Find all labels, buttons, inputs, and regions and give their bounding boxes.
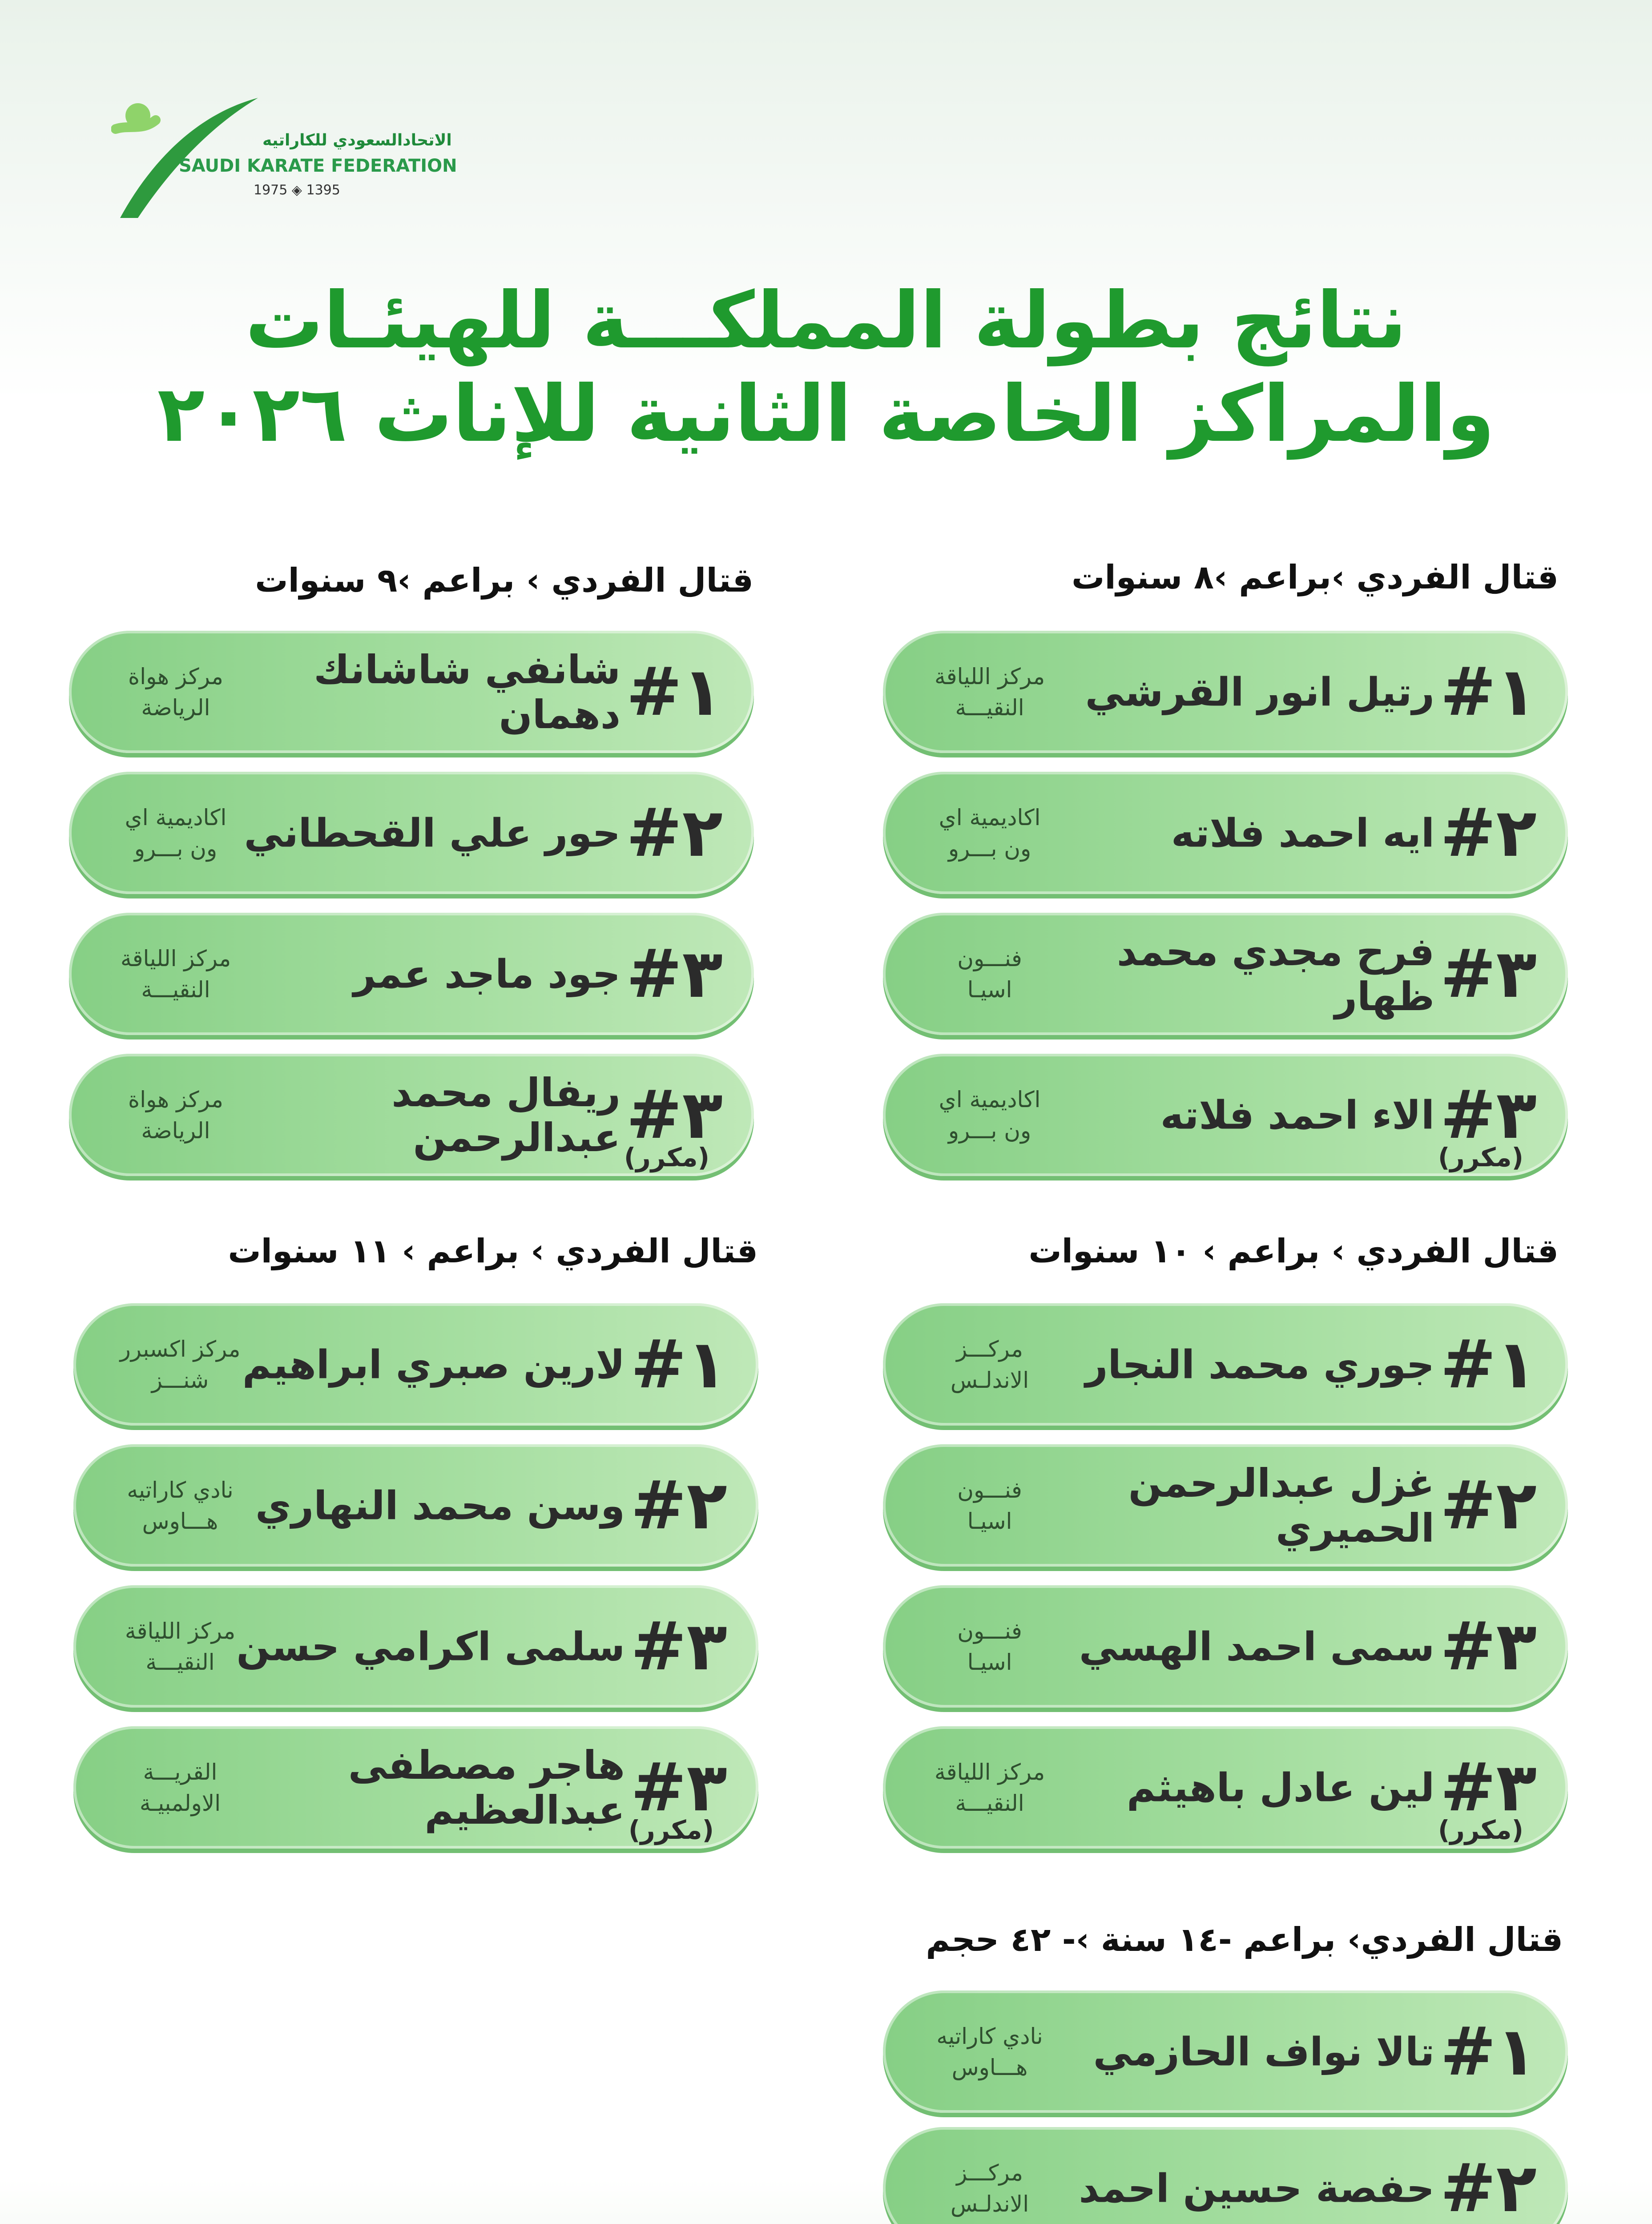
athlete-name: حور علي القحطاني [244, 810, 621, 856]
rank: ٣# [1440, 1749, 1537, 1826]
athlete-name: جوري محمد النجار [1085, 1341, 1434, 1387]
result-card [69, 1054, 754, 1176]
rank: ١# [1440, 653, 1537, 731]
club-name: اكاديمية اي ون بـــرو [939, 804, 1041, 862]
result-card [883, 1990, 1568, 2113]
club-name: مركز اللياقة النقيـــة [934, 663, 1045, 721]
athlete-name: الاء احمد فلاته [1160, 1092, 1434, 1138]
section-heading: قتال الفردي › براعم › ١١ سنوات [228, 1232, 758, 1270]
club-name: نادي كاراتيه هـــاوس [127, 1477, 234, 1534]
club-name: فنـــون اسيـا [957, 1618, 1022, 1675]
athlete-name: شانفي شاشانك دهمان [314, 646, 621, 737]
athlete-name: رتيل انور القرشي [1085, 669, 1434, 715]
federation-name-en: SAUDI KARATE FEDERATION [179, 156, 457, 176]
result-card [883, 1054, 1568, 1176]
rank: ٢# [630, 1467, 727, 1544]
club-name: اكاديمية اي ون بـــرو [125, 804, 227, 862]
result-card [883, 772, 1568, 894]
section-heading: قتال الفردي› براعم -١٤ سنة ›- ٤٢ حجم [926, 1921, 1563, 1959]
club-name: مركز اكسبرر شنـــز [120, 1336, 241, 1393]
rank: ٣# [630, 1608, 727, 1685]
athlete-name: حفصة حسين احمد [1079, 2165, 1434, 2211]
rank: ٣# [1440, 1608, 1537, 1685]
result-card [73, 1444, 758, 1567]
club-name: مركز اللياقة النقيـــة [120, 945, 231, 1003]
rank: ٣# [630, 1749, 727, 1826]
rank: ٢# [626, 794, 723, 872]
rank: ١# [1440, 1326, 1537, 1403]
rank: ٣# [626, 935, 723, 1013]
result-card [883, 1444, 1568, 1567]
athlete-name: سلمى اكرامي حسن [236, 1623, 625, 1669]
repeat-note: (مكرر) [624, 1142, 709, 1172]
athlete-name: فرح مجدي محمد ظهار [1116, 928, 1434, 1019]
athlete-name: ريفال محمد عبدالرحمن [391, 1069, 621, 1160]
result-card [883, 1726, 1568, 1849]
federation-logo [111, 89, 457, 222]
rank: ٣# [1440, 1076, 1537, 1154]
result-card [73, 1726, 758, 1849]
result-card [73, 1303, 758, 1426]
result-card [69, 913, 754, 1035]
club-name: مركز هواة الرياضة [128, 663, 223, 721]
section-heading: قتال الفردي › براعم ›٩ سنوات [255, 561, 753, 600]
club-name: فنـــون اسيـا [957, 1477, 1022, 1534]
club-name: مركز هواة الرياضة [128, 1086, 223, 1144]
athlete-name: هاجر مصطفى عبدالعظيم [348, 1742, 625, 1833]
federation-name-ar: الاتحادالسعودي للكاراتيه [262, 131, 452, 149]
result-card [883, 1303, 1568, 1426]
athlete-name: ايه احمد فلاته [1171, 810, 1434, 856]
club-name: اكاديمية اي ون بـــرو [939, 1086, 1041, 1144]
athlete-name: غزل عبدالرحمن الحميري [1128, 1460, 1434, 1551]
result-card [883, 2127, 1568, 2224]
club-name: فنـــون اسيـا [957, 945, 1022, 1003]
federation-years: 1975 ◈ 1395 [254, 182, 340, 198]
result-card [883, 631, 1568, 753]
result-card [69, 772, 754, 894]
rank: ٢# [1440, 794, 1537, 872]
club-name: القريـــة الاولمبيـة [139, 1759, 221, 1816]
rank: ١# [626, 653, 723, 731]
rank: ٣# [1440, 935, 1537, 1013]
club-name: مركـــز الاندلـس [950, 1336, 1029, 1393]
page-title-line-2: والمراكز الخاصة الثانية للإناث ٢٠٢٦ [157, 369, 1495, 459]
club-name: مركز اللياقة النقيـــة [125, 1618, 236, 1675]
rank: ١# [630, 1326, 727, 1403]
club-name: نادي كاراتيه هـــاوس [936, 2023, 1043, 2080]
rank: ٣# [626, 1076, 723, 1154]
athlete-name: سمى احمد الهسي [1079, 1623, 1434, 1669]
athlete-name: لارين صبري ابراهيم [242, 1341, 625, 1387]
club-name: مركـــز الاندلـس [950, 2160, 1029, 2217]
rank: ٢# [1440, 2149, 1537, 2224]
result-card [69, 631, 754, 753]
rank: ١# [1440, 2013, 1537, 2091]
result-card [883, 1585, 1568, 1708]
page-title-line-1: نتائج بطولة المملكـــة للهيئـات [245, 276, 1407, 366]
rank: ٢# [1440, 1467, 1537, 1544]
section-heading: قتال الفردي › براعم › ١٠ سنوات [1028, 1232, 1559, 1270]
repeat-note: (مكرر) [628, 1815, 714, 1845]
repeat-note: (مكرر) [1438, 1815, 1523, 1845]
section-heading: قتال الفردي ›براعم ›٨ سنوات [1072, 558, 1559, 596]
club-name: مركز اللياقة النقيـــة [934, 1759, 1045, 1816]
athlete-name: تالا نواف الحازمي [1093, 2028, 1434, 2075]
result-card [883, 913, 1568, 1035]
athlete-name: جود ماجد عمر [353, 951, 621, 997]
repeat-note: (مكرر) [1438, 1142, 1523, 1172]
result-card [73, 1585, 758, 1708]
athlete-name: وسن محمد النهاري [255, 1482, 625, 1528]
athlete-name: لين عادل باهيثم [1126, 1764, 1434, 1810]
